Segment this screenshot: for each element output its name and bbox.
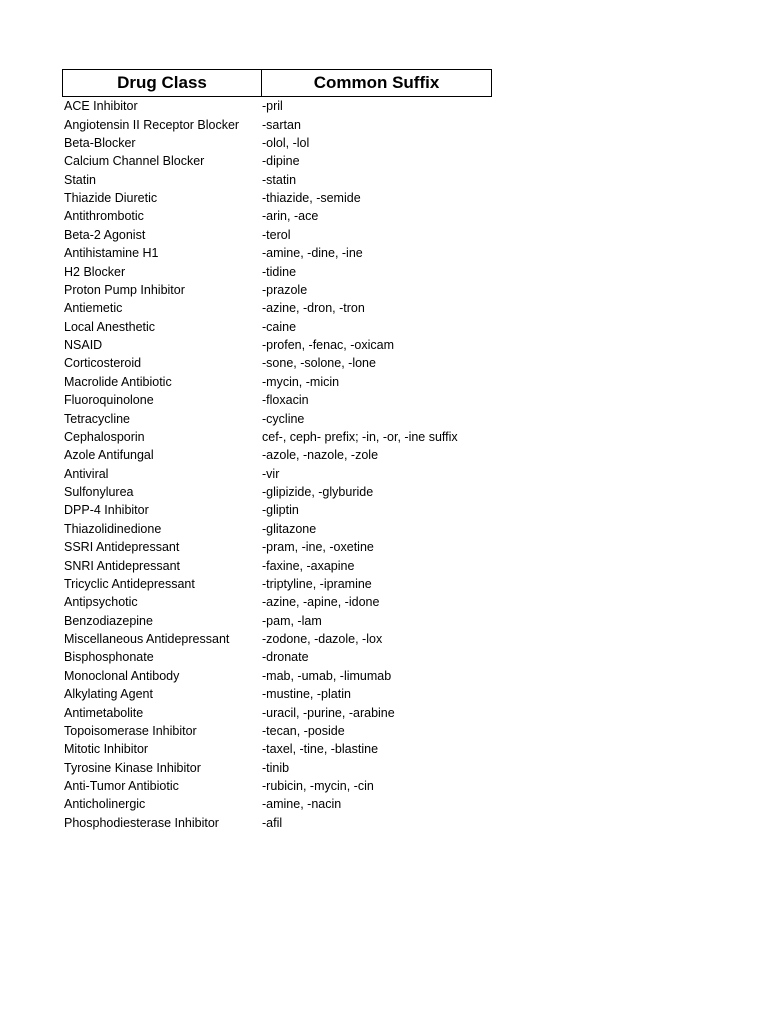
table-row xyxy=(62,648,492,666)
table-row xyxy=(62,207,492,225)
table-row xyxy=(62,593,492,611)
common-suffix-cell: -statin xyxy=(262,172,297,187)
table-row xyxy=(62,446,492,464)
common-suffix-cell: -tinib xyxy=(262,760,290,775)
table-row xyxy=(62,667,492,685)
drug-class-cell: Fluoroquinolone xyxy=(64,393,154,408)
common-suffix-cell: -triptyline, -ipramine xyxy=(262,576,372,591)
common-suffix-cell: -afil xyxy=(262,815,283,830)
drug-class-cell: Miscellaneous Antidepressant xyxy=(64,632,230,647)
drug-class-cell: Local Anesthetic xyxy=(64,319,156,334)
table-row xyxy=(62,428,492,446)
table-row xyxy=(62,814,492,832)
common-suffix-cell: -dronate xyxy=(262,650,309,665)
table-row xyxy=(62,795,492,813)
drug-class-cell: Antiemetic xyxy=(64,301,123,316)
common-suffix-cell: -cycline xyxy=(262,411,305,426)
table-row xyxy=(62,409,492,427)
drug-class-cell: Beta-Blocker xyxy=(64,135,136,150)
table-row xyxy=(62,777,492,795)
common-suffix-cell: -taxel, -tine, -blastine xyxy=(262,742,379,757)
table-row xyxy=(62,299,492,317)
drug-class-cell: Monoclonal Antibody xyxy=(64,668,180,683)
common-suffix-cell: -amine, -nacin xyxy=(262,797,342,812)
drug-class-cell: Corticosteroid xyxy=(64,356,142,371)
common-suffix-cell: -vir xyxy=(262,466,280,481)
common-suffix-cell: -zodone, -dazole, -lox xyxy=(262,632,383,647)
table-row xyxy=(62,115,492,133)
table-row xyxy=(62,336,492,354)
common-suffix-cell: -prazole xyxy=(262,282,308,297)
table-row xyxy=(62,538,492,556)
common-suffix-cell: -sone, -solone, -lone xyxy=(262,356,376,371)
drug-class-cell: Anti-Tumor Antibiotic xyxy=(64,779,179,794)
drug-class-cell: Mitotic Inhibitor xyxy=(64,742,149,757)
table-row xyxy=(62,354,492,372)
common-suffix-cell: -pram, -ine, -oxetine xyxy=(262,540,374,555)
common-suffix-cell: -profen, -fenac, -oxicam xyxy=(262,338,394,353)
common-suffix-cell: -azole, -nazole, -zole xyxy=(262,448,379,463)
drug-class-cell: Topoisomerase Inhibitor xyxy=(64,723,197,738)
drug-class-cell: Beta-2 Agonist xyxy=(64,227,146,242)
common-suffix-cell: -floxacin xyxy=(262,393,309,408)
drug-class-cell: SSRI Antidepressant xyxy=(64,540,180,555)
common-suffix-cell: -mustine, -platin xyxy=(262,687,351,702)
table-row xyxy=(62,465,492,483)
common-suffix-cell: -tidine xyxy=(262,264,297,279)
drug-class-cell: Angiotensin II Receptor Blocker xyxy=(64,117,240,132)
drug-class-cell: Tetracycline xyxy=(64,411,130,426)
common-suffix-cell: -azine, -apine, -idone xyxy=(262,595,380,610)
table-row xyxy=(62,171,492,189)
table-row xyxy=(62,189,492,207)
drug-class-cell: Cephalosporin xyxy=(64,429,145,444)
common-suffix-cell: -faxine, -axapine xyxy=(262,558,355,573)
table-row xyxy=(62,281,492,299)
table-row xyxy=(62,97,492,115)
common-suffix-cell: -pam, -lam xyxy=(262,613,322,628)
common-suffix-cell: -terol xyxy=(262,227,291,242)
drug-class-cell: Thiazide Diuretic xyxy=(64,191,158,206)
common-suffix-cell: -thiazide, -semide xyxy=(262,191,361,206)
drug-class-cell: Antithrombotic xyxy=(64,209,144,224)
table-row xyxy=(62,134,492,152)
table-row xyxy=(62,722,492,740)
common-suffix-cell: -arin, -ace xyxy=(262,209,319,224)
table-row xyxy=(62,759,492,777)
table-row xyxy=(62,152,492,170)
drug-class-cell: Antiviral xyxy=(64,466,109,481)
common-suffix-cell: -rubicin, -mycin, -cin xyxy=(262,779,374,794)
common-suffix-cell: -azine, -dron, -tron xyxy=(262,301,365,316)
table-row xyxy=(62,483,492,501)
drug-class-cell: Benzodiazepine xyxy=(64,613,153,628)
drug-class-cell: H2 Blocker xyxy=(64,264,126,279)
drug-class-cell: Proton Pump Inhibitor xyxy=(64,282,185,297)
drug-class-cell: Macrolide Antibiotic xyxy=(64,374,172,389)
table-row xyxy=(62,244,492,262)
common-suffix-cell: -glitazone xyxy=(262,521,317,536)
drug-class-cell: NSAID xyxy=(64,338,103,353)
common-suffix-cell: -mab, -umab, -limumab xyxy=(262,668,392,683)
drug-class-cell: Tyrosine Kinase Inhibitor xyxy=(64,760,201,775)
drug-class-cell: Thiazolidinedione xyxy=(64,521,162,536)
drug-class-cell: Azole Antifungal xyxy=(64,448,154,463)
drug-class-cell: Bisphosphonate xyxy=(64,650,154,665)
drug-class-cell: DPP-4 Inhibitor xyxy=(64,503,149,518)
table-row xyxy=(62,575,492,593)
common-suffix-cell: -pril xyxy=(262,99,283,114)
table-row xyxy=(62,391,492,409)
header-common-suffix: Common Suffix xyxy=(313,73,440,92)
header-drug-class: Drug Class xyxy=(63,70,262,96)
table-row xyxy=(62,520,492,538)
drug-suffix-table xyxy=(62,69,492,832)
drug-class-cell: ACE Inhibitor xyxy=(64,99,138,114)
table-header-row xyxy=(62,69,492,97)
table-row xyxy=(62,612,492,630)
drug-class-cell: Anticholinergic xyxy=(64,797,146,812)
common-suffix-cell: -tecan, -poside xyxy=(262,723,345,738)
table-row xyxy=(62,556,492,574)
common-suffix-cell: -olol, -lol xyxy=(262,135,310,150)
table-body xyxy=(62,97,492,832)
common-suffix-cell: cef-, ceph- prefix; -in, -or, -ine suffix xyxy=(262,429,458,444)
table-row xyxy=(62,740,492,758)
table-row xyxy=(62,630,492,648)
table-row xyxy=(62,703,492,721)
table-row xyxy=(62,262,492,280)
drug-class-cell: Tricyclic Antidepressant xyxy=(64,576,195,591)
common-suffix-cell: -dipine xyxy=(262,154,300,169)
drug-class-cell: Statin xyxy=(64,172,96,187)
common-suffix-cell: -amine, -dine, -ine xyxy=(262,246,363,261)
table-row xyxy=(62,318,492,336)
common-suffix-cell: -uracil, -purine, -arabine xyxy=(262,705,395,720)
drug-class-cell: Alkylating Agent xyxy=(64,687,153,702)
drug-class-cell: Phosphodiesterase Inhibitor xyxy=(64,815,219,830)
common-suffix-cell: -gliptin xyxy=(262,503,299,518)
table-row xyxy=(62,685,492,703)
common-suffix-cell: -caine xyxy=(262,319,297,334)
common-suffix-cell: -sartan xyxy=(262,117,301,132)
drug-class-cell: Sulfonylurea xyxy=(64,485,134,500)
drug-class-cell: Calcium Channel Blocker xyxy=(64,154,205,169)
drug-class-cell: SNRI Antidepressant xyxy=(64,558,181,573)
common-suffix-cell: -mycin, -micin xyxy=(262,374,340,389)
table-row xyxy=(62,501,492,519)
drug-class-cell: Antipsychotic xyxy=(64,595,138,610)
drug-class-cell: Antihistamine H1 xyxy=(64,246,159,261)
drug-class-cell: Antimetabolite xyxy=(64,705,144,720)
common-suffix-cell: -glipizide, -glyburide xyxy=(262,485,374,500)
table-row xyxy=(62,226,492,244)
table-row xyxy=(62,373,492,391)
